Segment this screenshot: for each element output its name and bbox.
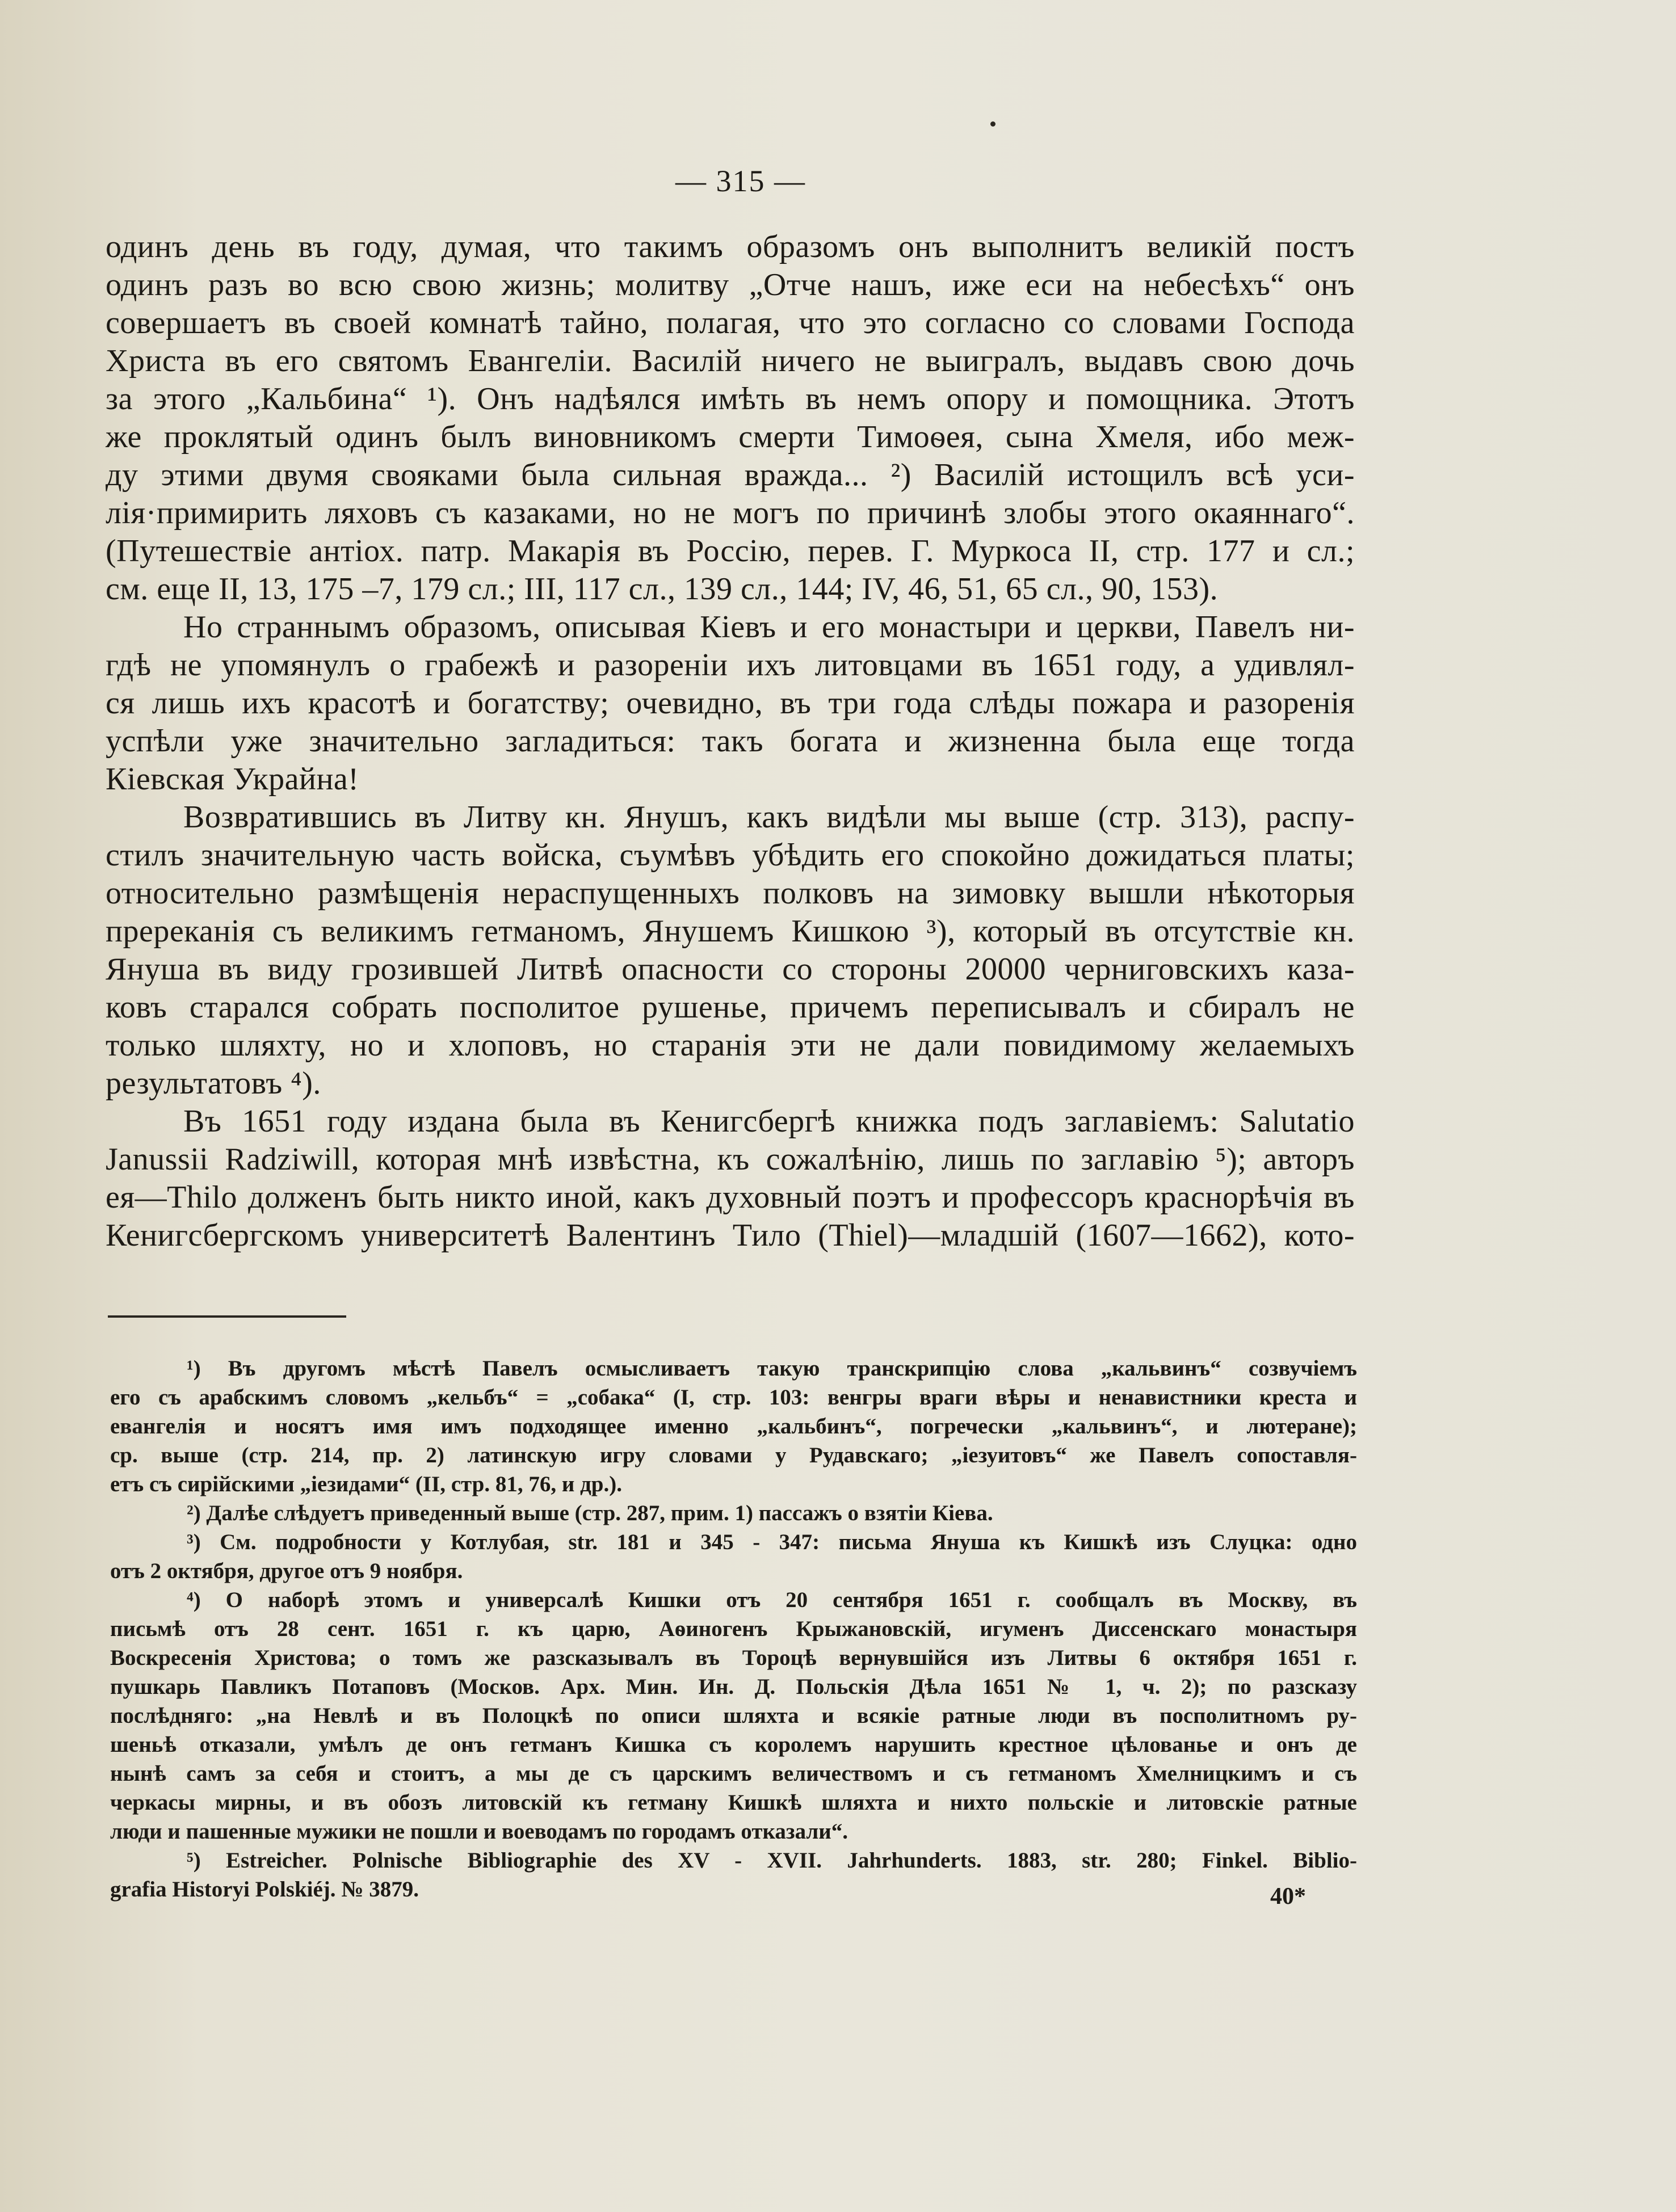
footnote-line: ¹) Въ другомъ мѣстѣ Павелъ осмысливаетъ такую транскрипцію слова „кальвинъ“ созвучіемъ xyxy=(187,1356,1357,1381)
footnote-line: отъ 2 октября, другое отъ 9 ноября. xyxy=(110,1559,463,1583)
body-text-line: успѣли уже значительно загладиться: такъ богата и жизненна была еще тогда xyxy=(106,724,1355,759)
footnote-line: послѣдняго: „на Невлѣ и въ Полоцкѣ по описи шляхта и всякіе ратные люди въ посполитномъ ру- xyxy=(110,1704,1357,1728)
body-text-line: относительно размѣщенія нераспущенныхъ полковъ на зимовку вышли нѣкоторыя xyxy=(106,876,1355,911)
main-text xyxy=(106,228,1355,1255)
footnote-line: шеньѣ отказали, умѣлъ де онъ гетманъ Кишка съ королемъ нарушить крестное цѣлованье и онъ де xyxy=(110,1732,1357,1757)
footnote-line: люди и пашенные мужики не пошли и воеводамъ по городамъ отказали“. xyxy=(110,1819,848,1844)
body-text-line: гдѣ не упомянулъ о грабежѣ и разореніи ихъ литовцами въ 1651 году, а удивлял- xyxy=(106,647,1355,683)
body-text-paragraph xyxy=(106,228,1355,608)
body-text-line: ся лишь ихъ красотѣ и богатству; очевидно, въ три года слѣды пожара и разоренія xyxy=(106,686,1355,721)
body-text-line: Janussii Radziwill, которая мнѣ извѣстна, къ сожалѣнію, лишь по заглавію ⁵); авторъ xyxy=(106,1142,1355,1177)
footnote-paragraph xyxy=(110,1499,1357,1528)
body-text-line: лія·примирить ляховъ съ казаками, но не могъ по причинѣ злобы этого окаяннаго“. xyxy=(106,495,1355,531)
body-text-line: совершаетъ въ своей комнатѣ тайно, полагая, что это согласно со словами Господа xyxy=(106,305,1355,340)
body-text-line: ду этими двумя свояками была сильная вражда... ²) Василій истощилъ всѣ уси- xyxy=(106,457,1355,493)
body-text-line: Кіевская Украйна! xyxy=(106,762,359,797)
footnote-paragraph xyxy=(110,1354,1357,1499)
footnote-line: ³) См. подробности у Котлубая, str. 181 и 345 - 347: письма Януша къ Кишкѣ изъ Слуцка: одно xyxy=(187,1530,1357,1554)
footnote-line: ²) Далѣе слѣдуетъ приведенный выше (стр. 287, прим. 1) пассажъ о взятіи Кіева. xyxy=(187,1501,993,1525)
body-text-line: ея—Thilo долженъ быть никто иной, какъ духовный поэтъ и профессоръ краснорѣчія въ xyxy=(106,1180,1355,1215)
body-text-line: одинъ разъ во всю свою жизнь; молитву „Отче нашъ, иже еси на небесѣхъ“ онъ xyxy=(106,267,1355,302)
footnote-rule xyxy=(108,1315,346,1318)
body-text-line: (Путешествіе антіох. патр. Макарія въ Россію, перев. Г. Муркоса II, стр. 177 и сл.; xyxy=(106,533,1355,569)
body-text-paragraph xyxy=(106,608,1355,798)
body-text-line: Януша въ виду грозившей Литвѣ опасности со стороны 20000 черниговскихъ каза- xyxy=(106,952,1355,987)
footnote-line: евангелія и носятъ имя имъ подходящее именно „кальбинъ“, погречески „кальвинъ“, и лютеране); xyxy=(110,1414,1357,1439)
body-text-line: за этого „Кальбина“ ¹). Онъ надѣялся имѣть въ немъ опору и помощника. Этотъ xyxy=(106,381,1355,417)
body-text-line: Кенигсбергскомъ университетѣ Валентинъ Тило (Thiel)—младшій (1607—1662), кото- xyxy=(106,1218,1355,1253)
body-text-line: пререканія съ великимъ гетманомъ, Янушемъ Кишкою ³), который въ отсутствіе кн. xyxy=(106,914,1355,949)
body-text-line: только шляхту, но и хлоповъ, но старанія эти не дали повидимому желаемыхъ xyxy=(106,1028,1355,1063)
footnote-paragraph xyxy=(110,1846,1357,1904)
footnote-line: ср. выше (стр. 214, пр. 2) латинскую игру словами у Рудавскаго; „іезуитовъ“ же Павелъ сопоставля- xyxy=(110,1443,1357,1467)
body-text-line: см. еще II, 13, 175 –7, 179 сл.; III, 117 сл., 139 сл., 144; IV, 46, 51, 65 сл., 90, 153). xyxy=(106,571,1219,607)
footnote-line: нынѣ самъ за себя и стоитъ, а мы де съ царскимъ величествомъ и съ гетманомъ Хмелницкимъ и съ xyxy=(110,1761,1357,1786)
footnote-line: Воскресенія Христова; о томъ же разсказывалъ въ Тороцѣ вернувшійся изъ Литвы 6 октября 1651 г. xyxy=(110,1646,1357,1670)
page-number: — 315 — xyxy=(675,164,806,198)
footnote-line: письмѣ отъ 28 сент. 1651 г. къ царю, Аѳиногенъ Крыжановскій, игуменъ Диссенскаго монастыря xyxy=(110,1617,1357,1641)
footnote-line: ⁴) О наборѣ этомъ и универсалѣ Кишки отъ 20 сентября 1651 г. сообщалъ въ Москву, въ xyxy=(187,1588,1357,1612)
body-text-line: Въ 1651 году издана была въ Кенигсбергѣ книжка подъ заглавіемъ: Salutatio xyxy=(183,1104,1355,1139)
body-text-line: ковъ старался собрать посполитое рушенье, причемъ переписывалъ и сбиралъ не xyxy=(106,990,1355,1025)
body-text-line: же проклятый одинъ былъ виновникомъ смерти Тимоѳея, сына Хмеля, ибо меж- xyxy=(106,419,1355,455)
footnote-line: grafia Historyi Polskiéj. № 3879. xyxy=(110,1877,419,1902)
footnotes xyxy=(110,1354,1357,1904)
footnote-line: его съ арабскимъ словомъ „кельбъ“ = „собака“ (I, стр. 103: венгры враги вѣры и ненавистники креста и xyxy=(110,1385,1357,1410)
body-text-line: стилъ значительную часть войска, съумѣвъ убѣдить его спокойно дожидаться платы; xyxy=(106,838,1355,873)
body-text-line: Возвратившись въ Литву кн. Янушъ, какъ видѣли мы выше (стр. 313), распу- xyxy=(183,800,1355,835)
body-text-paragraph xyxy=(106,798,1355,1103)
signature-mark: 40* xyxy=(1270,1883,1306,1910)
footnote-line: етъ съ сирійскими „іезидами“ (II, стр. 81, 76, и др.). xyxy=(110,1472,622,1496)
footnote-line: пушкарь Павликъ Потаповъ (Москов. Арх. Мин. Ин. Д. Польскія Дѣла 1651 № 1, ч. 2); по разсказу xyxy=(110,1675,1357,1699)
footnote-paragraph xyxy=(110,1528,1357,1586)
ink-speck xyxy=(990,121,995,127)
body-text-line: результатовъ ⁴). xyxy=(106,1066,321,1101)
footnote-line: черкасы мирны, и въ обозъ литовскій къ гетману Кишкѣ шляхта и нихто польскіе и литовскіе ратные xyxy=(110,1790,1357,1815)
body-text-line: Христа въ его святомъ Евангеліи. Василій ничего не выигралъ, выдавъ свою дочь xyxy=(106,343,1355,379)
body-text-line: Но страннымъ образомъ, описывая Кіевъ и его монастыри и церкви, Павелъ ни- xyxy=(183,609,1355,645)
footnote-line: ⁵) Estreicher. Polnische Bibliographie des XV - XVII. Jahrhunderts. 1883, str. 280; Finkel. Biblio- xyxy=(187,1848,1357,1873)
footnote-paragraph xyxy=(110,1586,1357,1846)
body-text-line: одинъ день въ году, думая, что такимъ образомъ онъ выполнитъ великій постъ xyxy=(106,229,1355,264)
body-text-paragraph xyxy=(106,1103,1355,1255)
